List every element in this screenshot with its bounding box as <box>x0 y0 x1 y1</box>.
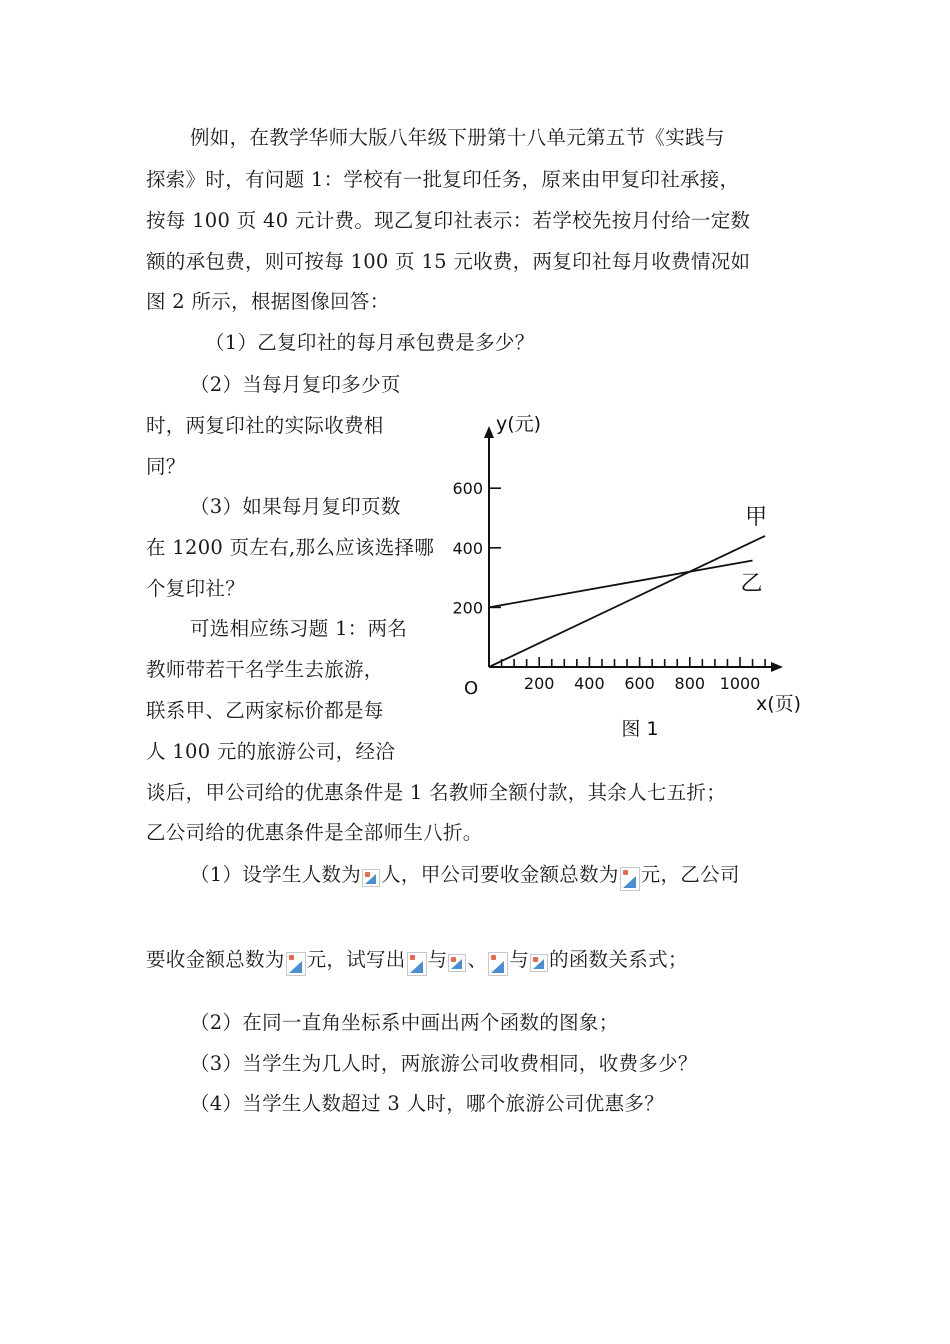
series-line-1 <box>489 536 765 667</box>
copy-cost-chart <box>440 400 830 750</box>
x-tick-label: 400 <box>574 674 605 693</box>
sub-question-1-line <box>146 947 688 976</box>
question-3-line: 在 1200 页左右,那么应该选择哪 <box>146 536 435 559</box>
question-3-line: 个复印社？ <box>146 577 246 600</box>
x-axis-label: x(页) <box>756 693 802 715</box>
sub-question-text: 元，乙公司 <box>640 863 740 886</box>
sub-question-text: 的函数关系式； <box>549 948 688 971</box>
exercise-line: 联系甲、乙两家标价都是每 <box>146 699 384 722</box>
paragraph-line: 例如，在教学华师大版八年级下册第十八单元第五节《实践与 <box>190 126 725 149</box>
y-axis-label: y(元) <box>496 413 542 435</box>
exercise-line: 乙公司给的优惠条件是全部师生八折。 <box>146 821 483 844</box>
x-axis-arrow <box>771 662 783 672</box>
sub-question-text: 要收金额总数为 <box>146 948 285 971</box>
sub-question-text: 与 <box>509 948 530 971</box>
question-1: （1）乙复印社的每月承包费是多少？ <box>205 331 535 354</box>
sub-question-text: 、 <box>467 948 488 971</box>
question-2-line: 同？ <box>146 455 186 478</box>
y-tick-label: 200 <box>452 598 483 618</box>
formula-image-icon <box>286 952 306 976</box>
paragraph-line: 按每 100 页 40 元计费。现乙复印社表示：若学校先按月付给一定数 <box>146 209 751 232</box>
question-2-line: （2）当每月复印多少页 <box>190 373 401 396</box>
x-tick-label: 800 <box>674 674 706 693</box>
sub-question-text: （1）设学生人数为 <box>190 863 362 886</box>
y-tick-label: 400 <box>452 538 483 558</box>
x-tick-label: 1000 <box>719 674 761 693</box>
exercise-line: 人 100 元的旅游公司，经洽 <box>146 740 396 763</box>
y-axis-arrow <box>484 426 494 438</box>
sub-question-2: （2）在同一直角坐标系中画出两个函数的图象； <box>190 1011 619 1034</box>
exercise-line: 可选相应练习题 1：两名 <box>190 617 408 640</box>
sub-question-4: （4）当学生人数超过 3 人时，哪个旅游公司优惠多？ <box>190 1092 665 1115</box>
exercise-line: 教师带若干名学生去旅游， <box>146 658 384 681</box>
series-label-2: 乙 <box>740 571 763 597</box>
question-3-line: （3）如果每月复印页数 <box>190 495 401 518</box>
figure-caption: 图 1 <box>621 718 659 740</box>
formula-image-icon <box>362 869 380 887</box>
series-line-2 <box>489 560 753 607</box>
paragraph-line: 探索》时，有问题 1：学校有一批复印任务，原来由甲复印社承接， <box>146 168 740 191</box>
sub-question-text: 元，试写出 <box>306 948 406 971</box>
formula-image-icon <box>488 952 508 976</box>
x-tick-label: 200 <box>523 674 555 693</box>
x-tick-label: 600 <box>624 674 655 693</box>
formula-image-icon <box>620 867 640 891</box>
sub-question-1-line <box>190 862 740 891</box>
formula-image-icon <box>530 954 548 972</box>
formula-image-icon <box>407 952 427 976</box>
y-tick-label: 600 <box>452 479 483 499</box>
question-2-line: 时，两复印社的实际收费相 <box>146 414 384 437</box>
exercise-line: 谈后，甲公司给的优惠条件是 1 名教师全额付款，其余人七五折； <box>146 781 727 804</box>
series-label-1: 甲 <box>745 504 768 530</box>
sub-question-text: 与 <box>427 948 448 971</box>
paragraph-line: 额的承包费，则可按每 100 页 15 元收费，两复印社每月收费情况如 <box>146 250 751 273</box>
paragraph-line: 图 2 所示，根据图像回答： <box>146 290 390 313</box>
sub-question-text: 人，甲公司要收金额总数为 <box>381 863 619 886</box>
formula-image-icon <box>448 954 466 972</box>
sub-question-3: （3）当学生为几人时，两旅游公司收费相同，收费多少？ <box>190 1052 698 1075</box>
origin-label: O <box>464 678 479 699</box>
